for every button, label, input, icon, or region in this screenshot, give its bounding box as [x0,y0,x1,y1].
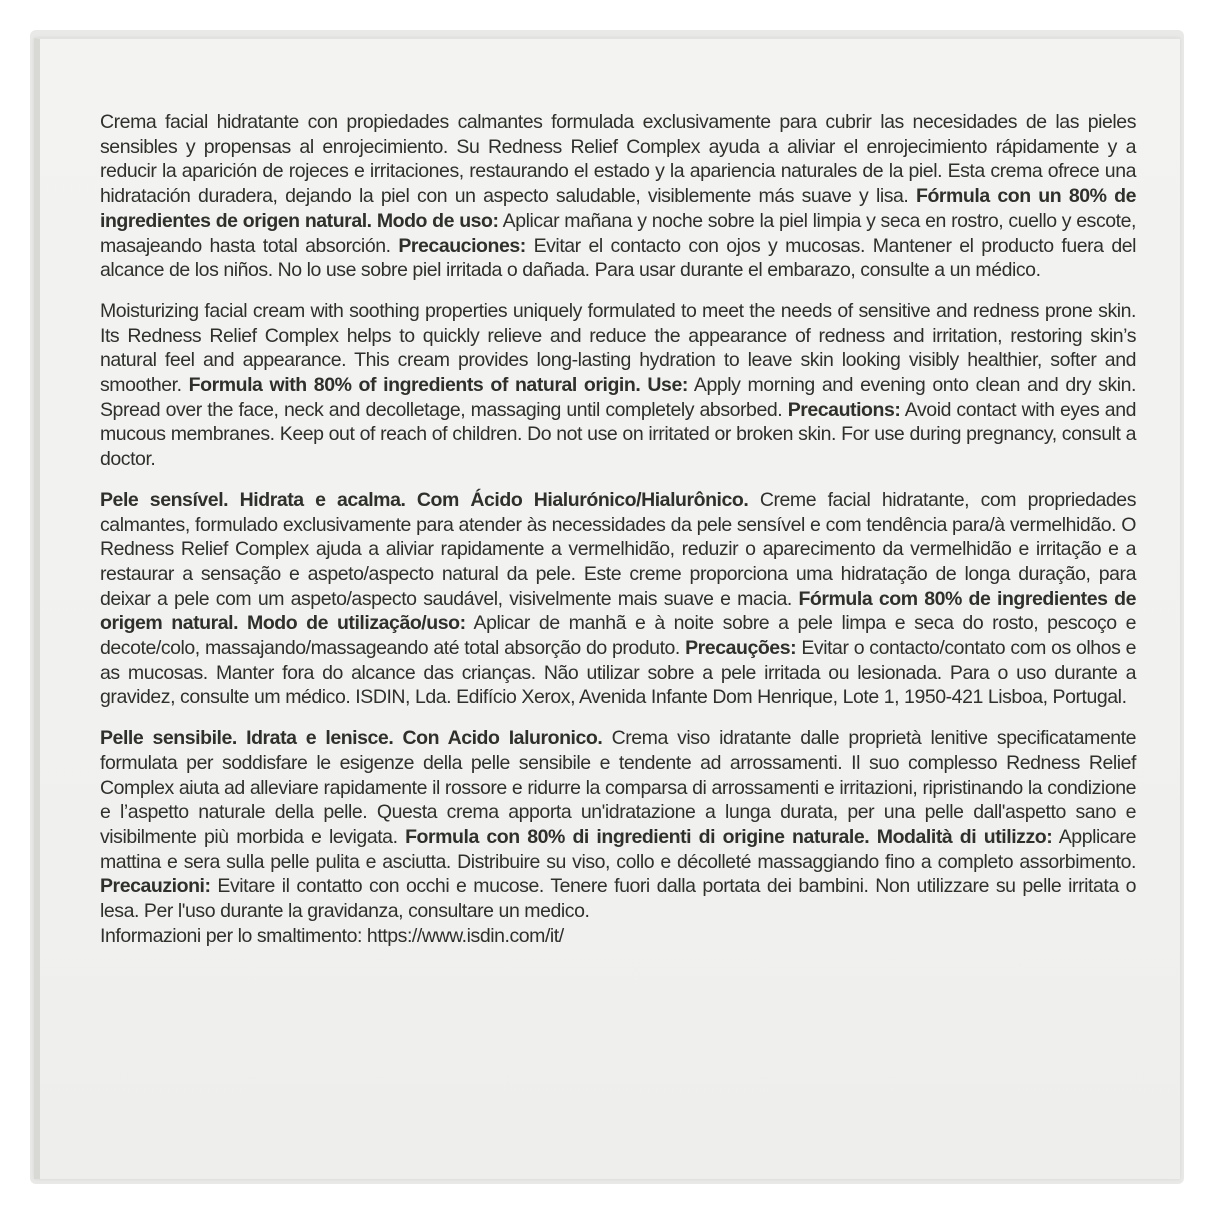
paragraph-italian: Pelle sensibile. Idrata e lenisce. Con Acido Ialuronico. Crema viso idratante dalle proprietà lenitive specificatamente formulata per soddisfare le esigenze della pelle sensibile e tendente ad arrossamenti. Il suo complesso Redness Relief Complex aiuta ad alleviare rapidamente il rossore e ridurre la comparsa di arrossamenti e irritazioni, ripristinando la condizione e l’aspetto naturale della pelle. Questa crema apporta un'idratazione a lunga durata, per una pelle dall'aspetto sano e visibilmente più morbida e levigata. Formula con 80% di ingredienti di origine naturale. Modalità di utilizzo: Applicare mattina e sera sulla pelle pulita e asciutta. Distribuire su viso, collo e décolleté massaggiando fino a completo assorbimento. Precauzioni: Evitare il contatto con occhi e mucose. Tenere fuori dalla portata dei bambini. Non utilizzare su pelle irritata o lesa. Per l'uso durante la gravidanza, consultare un medico. [100,727,1136,923]
label-text-area [100,110,1136,949]
paragraph-portuguese: Pele sensível. Hidrata e acalma. Com Ácido Hialurónico/Hialurônico. Creme facial hidratante, com propriedades calmantes, formulado exclusivamente para atender às necessidades da pele sensível e com tendência para/à vermelhidão. O Redness Relief Complex ajuda a aliviar rapidamente a vermelhidão, reduzir o aparecimento da vermelhidão e irritação e a restaurar a sensação e aspeto/aspecto natural da pele. Este creme proporciona uma hidratação de longa duração, para deixar a pele com um aspeto/aspecto saudável, visivelmente mais suave e macia. Fórmula com 80% de ingredientes de origem natural. Modo de utilização/uso: Aplicar de manhã e à noite sobre a pele limpa e seca do rosto, pescoço e decote/colo, massajando/massageando até total absorção do produto. Precauções: Evitar o contacto/contato com os olhos e as mucosas. Manter fora do alcance das crianças. Não utilizar sobre a pele irritada ou lesionada. Para o uso durante a gravidez, consulte um médico. ISDIN, Lda. Edifício Xerox, Avenida Infante Dom Henrique, Lote 1, 1950-421 Lisboa, Portugal. [100,488,1137,709]
paragraph-spanish: Crema facial hidratante con propiedades calmantes formulada exclusivamente para cubrir las necesidades de las pieles sensibles y propensas al enrojecimiento. Su Redness Relief Complex ayuda a aliviar el enrojecimiento rápidamente y a reducir la aparición de rojeces e irritaciones, restaurando el estado y la apariencia naturales de la piel. Esta crema ofrece una hidratación duradera, dejando la piel con un aspecto saludable, visiblemente más suave y lisa. Fórmula con un 80% de ingredientes de origen natural. Modo de uso: Aplicar mañana y noche sobre la piel limpia y seca en rostro, cuello y escote, masajeando hasta total absorción. Precauciones: Evitar el contacto con ojos y mucosas. Mantener el producto fuera del alcance de los niños. No lo use sobre piel irritada o dañada. Para usar durante el embarazo, consulte a un médico. [100,111,1136,282]
disposal-info-line: Informazioni per lo smaltimento: https://www.isdin.com/it/ [100,924,564,947]
paragraph-english: Moisturizing facial cream with soothing properties uniquely formulated to meet the needs of sensitive and redness prone skin. Its Redness Relief Complex helps to quickly relieve and reduce the appearance of redness and irritation, restoring skin’s natural feel and appearance. This cream provides long-lasting hydration to leave skin looking visibly healthier, softer and smoother. Formula with 80% of ingredients of natural origin. Use: Apply morning and evening onto clean and dry skin. Spread over the face, neck and decolletage, massaging until completely absorbed. Precautions: Avoid contact with eyes and mucous membranes. Keep out of reach of children. Do not use on irritated or broken skin. For use during pregnancy, consult a doctor. [100,299,1137,471]
